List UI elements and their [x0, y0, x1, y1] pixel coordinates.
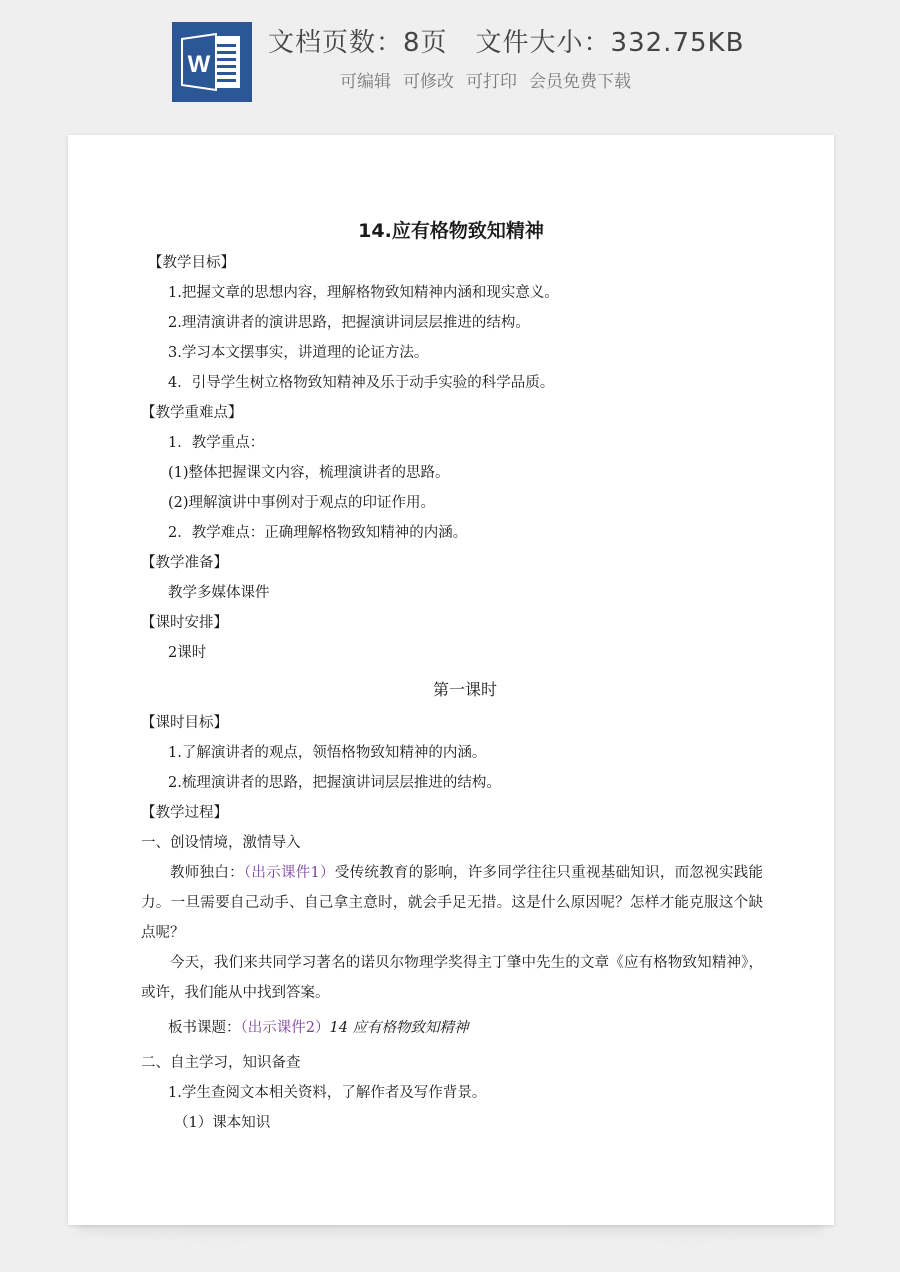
word-logo-letter: W	[187, 51, 211, 78]
monologue-text: 受传统教育的影响，许多同学往往只重视基础知识，而忽视实践能力。一旦需要自己动手、自己拿主意时，就会手足无措。这是什么原因呢？怎样才能克服这个缺点呢？	[141, 865, 764, 941]
feature-printable: 可打印	[466, 72, 517, 92]
goal-item: 2.理清演讲者的演讲思路，把握演讲词层层推进的结构。	[168, 315, 530, 331]
board-line	[168, 1018, 469, 1038]
lesson-goals-heading: 【课时目标】	[141, 715, 228, 731]
step2-sub: （1）课本知识	[174, 1115, 271, 1131]
goal-item: 1.把握文章的思想内容，理解格物致知精神内涵和现实意义。	[168, 285, 559, 301]
word-document-icon	[172, 22, 252, 102]
lesson-goal-item: 2.梳理演讲者的思路，把握演讲词层层推进的结构。	[168, 775, 501, 791]
schedule-text: 2课时	[168, 645, 207, 661]
lesson-goal-item: 1.了解演讲者的观点，领悟格物致知精神的内涵。	[168, 745, 487, 761]
step1-heading: 一、创设情境，激情导入	[141, 835, 301, 851]
feature-modifiable: 可修改	[403, 72, 454, 92]
file-size: 文件大小：332.75KB	[475, 28, 745, 58]
keypoint-item: 2．教学难点：正确理解格物致知精神的内涵。	[168, 525, 468, 541]
page-count: 文档页数：8页	[268, 28, 448, 58]
file-info	[268, 22, 744, 59]
courseware-tag-1: （出示课件1）	[243, 865, 335, 881]
monologue-prefix: 教师独白：	[170, 865, 244, 881]
process-heading: 【教学过程】	[141, 805, 228, 821]
step2-heading: 二、自主学习，知识备查	[141, 1055, 301, 1071]
step2-item: 1.学生查阅文本相关资料，了解作者及写作背景。	[168, 1085, 487, 1101]
download-banner	[0, 0, 900, 120]
goal-item: 3.学习本文摆事实，讲道理的论证方法。	[168, 345, 429, 361]
prep-heading: 【教学准备】	[141, 555, 228, 571]
keypoint-item: 1．教学重点：	[168, 435, 265, 451]
keypoints-heading: 【教学重难点】	[141, 405, 243, 421]
board-prefix: 板书课题：	[168, 1020, 241, 1036]
feature-list	[340, 67, 631, 92]
prep-text: 教学多媒体课件	[168, 585, 270, 601]
goal-item: 4．引导学生树立格物致知精神及乐于动手实验的科学品质。	[168, 375, 555, 391]
keypoint-item: (2)理解演讲中事例对于观点的印证作用。	[168, 495, 436, 511]
goals-heading: 【教学目标】	[148, 255, 235, 271]
courseware-tag-2: （出示课件2）	[240, 1020, 330, 1036]
today-paragraph: 今天，我们来共同学习著名的诺贝尔物理学奖得主丁肇中先生的文章《应有格物致知精神》，或许，我们能从中找到答案。	[141, 955, 763, 1001]
board-text: 14 应有格物致知精神	[329, 1020, 469, 1036]
document-title: 14.应有格物致知精神	[358, 220, 544, 242]
keypoint-item: (1)整体把握课文内容，梳理演讲者的思路。	[168, 465, 450, 481]
lesson-title: 第一课时	[432, 680, 497, 699]
feature-editable: 可编辑	[340, 72, 391, 92]
schedule-heading: 【课时安排】	[141, 615, 228, 631]
document-page[interactable]	[68, 135, 834, 1225]
feature-free-download: 会员免费下载	[529, 72, 631, 92]
monologue-paragraph	[141, 858, 763, 948]
